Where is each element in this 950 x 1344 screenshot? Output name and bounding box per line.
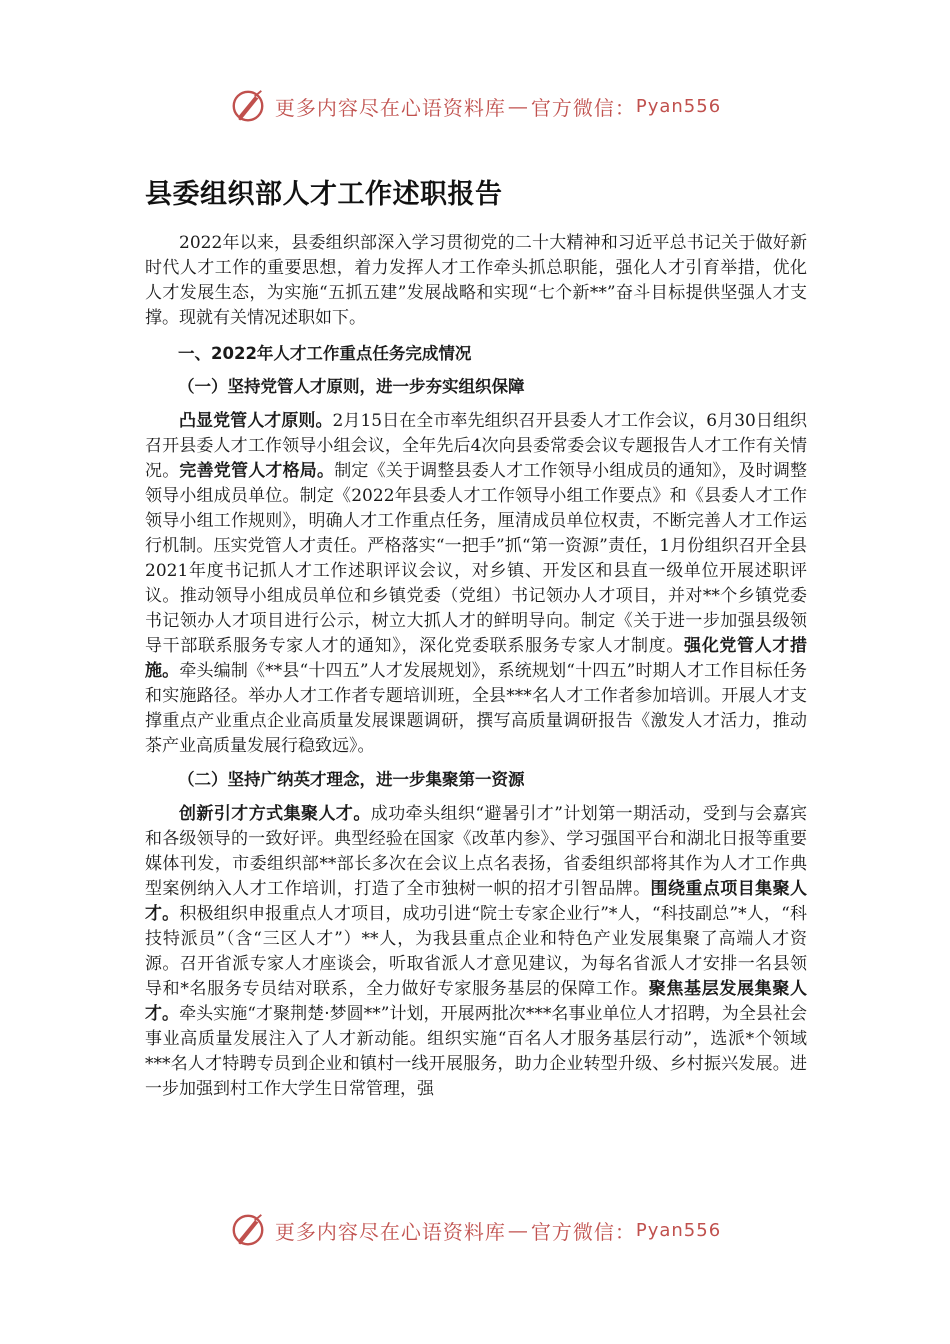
paragraph-1-text-b: 制定《关于调整县委人才工作领导小组成员的通知》，及时调整领导小组成员单位。制定《2022年县委人才工作领导小组工作要点》和《县委人才工作领导小组工作规则》，明确人才工作重点任务，厘清成员单位权责，不断完善人才工作运行机制。压实党管人才责任。严格落实“一把手”抓“第一资源”责任，1月份组织召开全县2021年度书记抓人才工作述职评议会议，对乡镇、开发区和县直一级单位开展述职评议。推动领导小组成员单位和乡镇党委（党组）书记领办人才项目，并对**个乡镇党委书记领办人才项目进行公示，树立大抓人才的鲜明导向。制定《关于进一步加强县级领导干部联系服务专家人才的通知》，深化党委联系服务专家人才制度。 <box>145 461 808 656</box>
bold-lead-5: 围绕重点项目集聚人才。 <box>145 879 808 924</box>
paragraph-2 <box>145 802 807 1102</box>
banner-wechat-id: Pyan556 <box>635 1219 722 1241</box>
paragraph-2-text-b: 积极组织申报重点人才项目，成功引进“院士专家企业行”*人，“科技副总”*人，“科技特派员”（含“三区人才”）**人，为我县重点企业和特色产业发展集聚了高端人才资源。召开省派专家人才座谈会，听取省派人才意见建议，为每名省派人才安排一名县领导和*名服务专员结对联系，全力做好专家服务基层的保障工作。 <box>145 904 808 999</box>
subsection-heading-2: （二）坚持广纳英才理念，进一步集聚第一资源 <box>178 770 525 789</box>
subsection-heading-1: （一）坚持党管人才原则，进一步夯实组织保障 <box>178 377 525 396</box>
paragraph-1-text-c: 牵头编制《**县“十四五”人才发展规划》，系统规划“十四五”时期人才工作目标任务和实施路径。举办人才工作者专题培训班，全县***名人才工作者参加培训。开展人才支撑重点产业重点企业高质量发展课题调研，撰写高质量调研报告《激发人才活力，推动茶产业高质量发展行稳致远》。 <box>145 661 808 756</box>
banner-text: 更多内容尽在心语资料库 <box>274 1219 506 1244</box>
banner-separator: — <box>507 1218 529 1242</box>
paragraph-1 <box>145 409 807 759</box>
quill-logo-icon <box>229 87 267 125</box>
footer-banner <box>0 1208 950 1252</box>
banner-official-label: 官方微信： <box>530 95 636 120</box>
bold-lead-2: 完善党管人才格局。 <box>179 461 335 481</box>
bold-lead-3: 强化党管人才措施。 <box>145 636 808 681</box>
paragraph-2-text-a: 成功牵头组织“避暑引才”计划第一期活动，受到与会嘉宾和各级领导的一致好评。典型经验在国家《改革内参》、学习强国平台和湖北日报等重要媒体刊发，市委组织部**部长多次在会议上点名表扬，省委组织部将其作为人才工作典型案例纳入人才工作培训，打造了全市独树一帜的招才引智品牌。 <box>145 804 808 899</box>
intro-paragraph: 2022年以来，县委组织部深入学习贯彻党的二十大精神和习近平总书记关于做好新时代人才工作的重要思想，着力发挥人才工作牵头抓总职能，强化人才引育举措，优化人才发展生态，为实施“五抓五建”发展战略和实现“七个新**”奋斗目标提供坚强人才支撑。现就有关情况述职如下。 <box>145 233 807 328</box>
document-body <box>145 172 807 1110</box>
document-title: 县委组织部人才工作述职报告 <box>145 179 503 210</box>
paragraph-2-text-c: 牵头实施“才聚荆楚·梦圆**”计划，开展两批次***名事业单位人才招聘，为全县社会事业高质量发展注入了人才新动能。组织实施“百名人才服务基层行动”，选派*个领域***名人才特聘专员到企业和镇村一线开展服务，助力企业转型升级、乡村振兴发展。进一步加强到村工作大学生日常管理，强 <box>145 1004 807 1099</box>
bold-lead-1: 凸显党管人才原则。 <box>179 411 333 431</box>
bold-lead-4: 创新引才方式集聚人才。 <box>179 804 371 824</box>
section-heading-1: 一、2022年人才工作重点任务完成情况 <box>178 344 472 363</box>
banner-wechat-id: Pyan556 <box>635 95 722 117</box>
banner-separator: — <box>507 94 529 118</box>
banner-official-label: 官方微信： <box>530 1219 636 1244</box>
banner-text: 更多内容尽在心语资料库 <box>274 95 506 120</box>
quill-logo-icon <box>229 1211 267 1249</box>
paragraph-1-text-a: 2月15日在全市率先组织召开县委人才工作会议，6月30日组织召开县委人才工作领导小组会议，全年先后4次向县委常委会议专题报告人才工作有关情况。 <box>145 411 807 481</box>
bold-lead-6: 聚焦基层发展集聚人才。 <box>145 979 808 1024</box>
header-banner <box>0 84 950 128</box>
